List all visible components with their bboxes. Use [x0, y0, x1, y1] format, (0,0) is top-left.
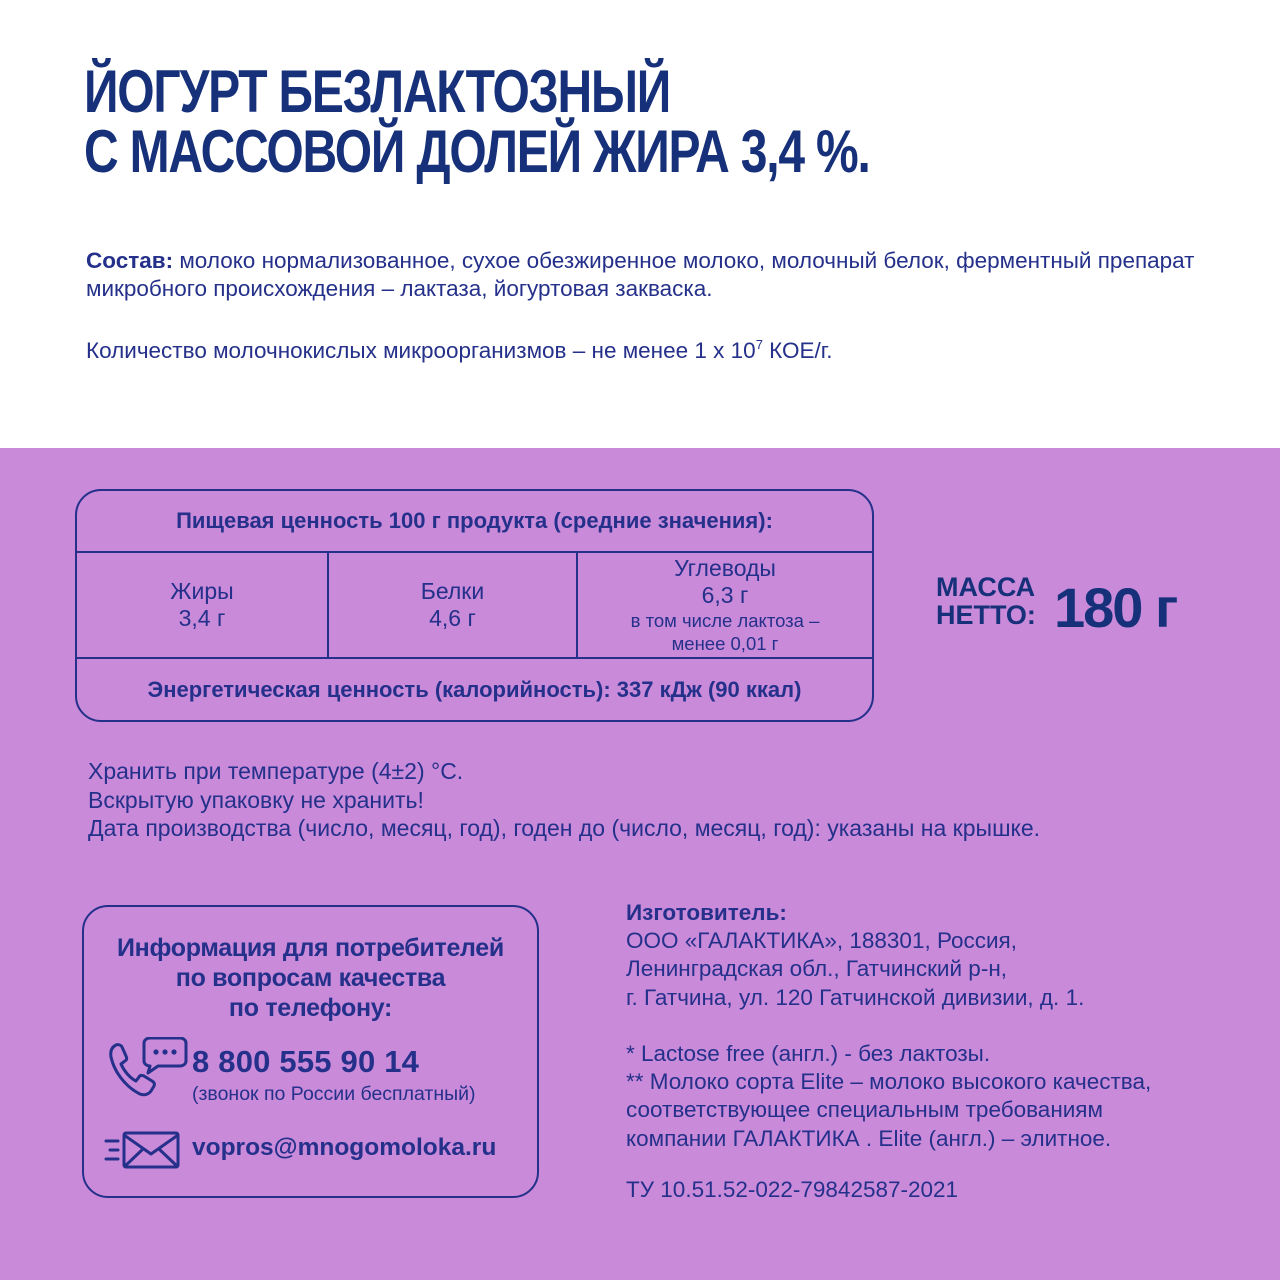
product-title-line-1: ЙОГУРТ БЕЗЛАКТОЗНЫЙ	[84, 58, 671, 125]
product-title-line-2: С МАССОВОЙ ДОЛЕЙ ЖИРА 3,4 %.	[84, 118, 870, 185]
lactose-note-line-2: менее 0,01 г	[671, 633, 779, 654]
footnotes	[626, 1040, 1266, 1153]
consumer-phone-number[interactable]: 8 800 555 90 14	[192, 1044, 420, 1079]
consumer-info-title-line-1: Информация для потребителей	[117, 934, 504, 962]
footnote-elite-line-1: ** Молоко сорта Elite – молоко высокого качества,	[626, 1069, 1152, 1095]
fat-label: Жиры	[170, 578, 234, 604]
consumer-info-title-line-3: по телефону:	[228, 994, 393, 1022]
net-mass-label	[936, 573, 1036, 629]
composition-text	[86, 247, 1206, 303]
phone-chat-icon	[108, 1037, 188, 1099]
net-mass-label-line-2: НЕТТО:	[936, 600, 1036, 630]
storage-opened: Вскрытую упаковку не хранить!	[88, 786, 424, 813]
consumer-info-title	[84, 933, 537, 1023]
phone-free-note: (звонок по России бесплатный)	[192, 1083, 476, 1105]
envelope-icon	[104, 1129, 182, 1171]
microorganisms-unit: КОЕ/г.	[762, 338, 833, 363]
carbs-value: 6,3 г	[701, 582, 749, 608]
composition-ingredients: молоко нормализованное, сухое обезжиренное молоко, молочный белок, ферментный препарат микробного происхождения – лактаза, йогуртовая закваска.	[86, 248, 1195, 301]
nutrition-protein-cell	[329, 553, 578, 657]
consumer-info-title-line-2: по вопросам качества	[175, 964, 446, 992]
composition-label: Состав:	[86, 248, 174, 273]
nutrition-carbs-cell	[578, 553, 872, 657]
manufacturer-line-1: ООО «ГАЛАКТИКА», 188301, Россия,	[626, 928, 1017, 954]
consumer-info-box	[82, 905, 539, 1198]
footnote-lactose-free: * Lactose free (англ.) - без лактозы.	[626, 1041, 991, 1066]
energy-value: Энергетическая ценность (калорийность): 337 кДж (90 ккал)	[147, 676, 802, 702]
technical-spec-code: ТУ 10.51.52-022-79842587-2021	[626, 1177, 959, 1202]
storage-temperature: Хранить при температуре (4±2) °С.	[88, 758, 464, 784]
microorganisms-count: Количество молочнокислых микроорганизмов – не менее 1 х 10	[86, 338, 756, 363]
fat-value: 3,4 г	[178, 605, 226, 631]
net-mass-label-line-1: МАССА	[936, 572, 1036, 602]
nutrition-values-row	[77, 553, 872, 659]
top-section	[0, 0, 1280, 448]
manufacturer-label: Изготовитель:	[626, 900, 787, 925]
footnote-elite-line-3: компании ГАЛАКТИКА . Elite (англ.) – элитное.	[626, 1125, 1112, 1151]
manufacturer-info	[626, 899, 1266, 1012]
manufacturer-line-3: г. Гатчина, ул. 120 Гатчинской дивизии, д. 1.	[626, 984, 1085, 1010]
microorganisms-exponent: 7	[755, 337, 763, 352]
storage-dates: Дата производства (число, месяц, год), годен до (число, месяц, год): указаны на крышке.	[88, 815, 1041, 841]
microorganisms-text	[86, 331, 833, 365]
consumer-email[interactable]: vopros@mnogomoloka.ru	[192, 1134, 497, 1161]
carbs-label: Углеводы	[674, 555, 776, 581]
protein-value: 4,6 г	[429, 605, 476, 631]
footnote-elite-line-2: соответствующее специальным требованиям	[626, 1097, 1103, 1123]
manufacturer-line-2: Ленинградская обл., Гатчинский р-н,	[626, 956, 1007, 982]
net-mass-value: 180 г	[1054, 576, 1177, 639]
nutrition-table	[75, 489, 874, 722]
nutrition-header: Пищевая ценность 100 г продукта (средние значения):	[77, 491, 872, 553]
lactose-note-line-1: в том числе лактоза –	[630, 610, 820, 631]
storage-instructions	[88, 757, 1248, 843]
protein-label: Белки	[420, 578, 485, 604]
nutrition-fat-cell	[77, 553, 329, 657]
product-title	[84, 58, 870, 185]
